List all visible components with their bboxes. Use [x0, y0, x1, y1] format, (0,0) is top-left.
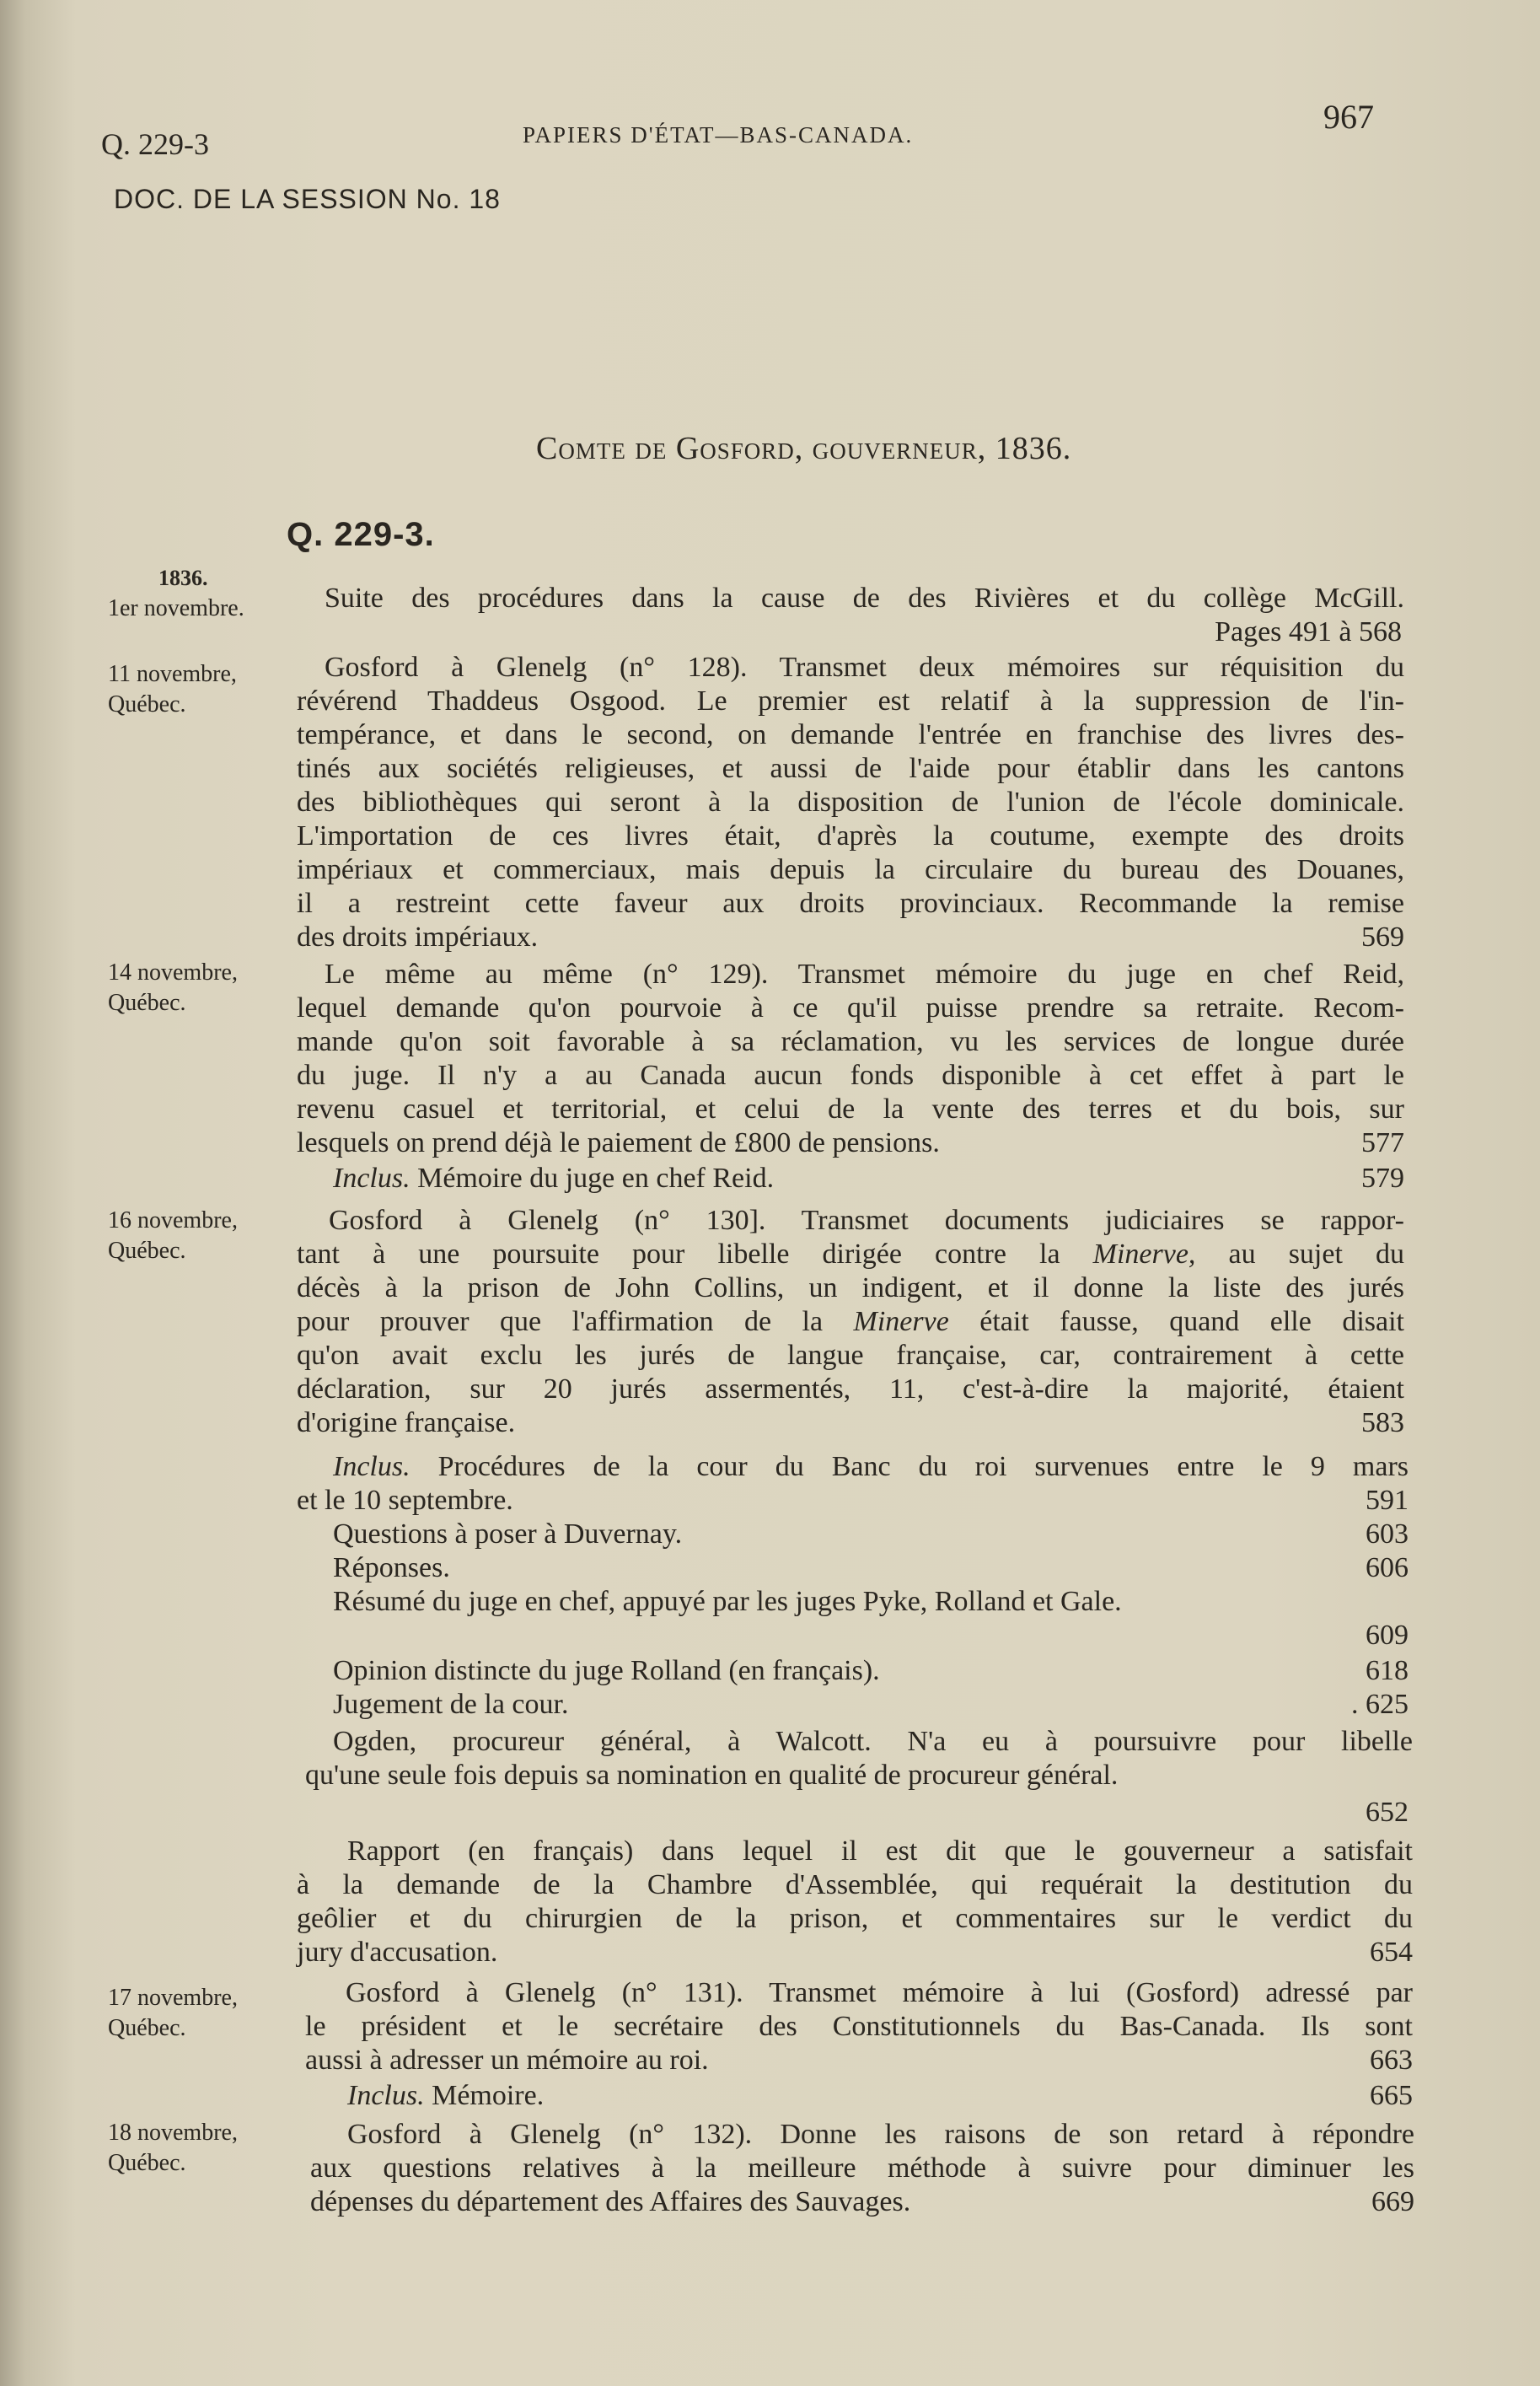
section-title: Comte de Gosford, gouverneur, 1836.	[536, 431, 1072, 466]
page-ref: 669	[1371, 2186, 1414, 2217]
text-line: décès à la prison de John Collins, un indigent, et il donne la liste des jurés	[297, 1272, 1404, 1303]
page-ref: 577	[1361, 1127, 1404, 1158]
page-ref: 579	[1361, 1163, 1404, 1194]
page-ref: 618	[1366, 1655, 1409, 1686]
text-line: Suite des procédures dans la cause de des Rivières et du collège McGill.	[325, 583, 1404, 614]
text-line: geôlier et du chirurgien de la prison, et commentaires sur le verdict du	[297, 1903, 1413, 1934]
margin-place: Québec.	[108, 990, 186, 1016]
text-line: Gosford à Glenelg (n° 131). Transmet mémoire à lui (Gosford) adressé par	[346, 1977, 1413, 2008]
margin-date	[108, 1206, 238, 1266]
margin-date	[108, 1983, 238, 2044]
page-ref: 609	[1366, 1620, 1409, 1651]
margin-year: 1836.	[158, 566, 208, 590]
text-line: revenu casuel et territorial, et celui de la vente des terres et du bois, sur	[297, 1094, 1404, 1125]
page-ref: 652	[1366, 1797, 1409, 1828]
text-line: Questions à poser à Duvernay. 603	[333, 1518, 1409, 1550]
text-line: des bibliothèques qui seront à la disposition de l'union de l'école dominicale.	[297, 787, 1404, 818]
text-line: tinés aux sociétés religieuses, et aussi de l'aide pour établir dans les cantons	[297, 753, 1404, 784]
text-line: Jugement de la cour. . 625	[333, 1689, 1409, 1720]
inclus-label: Inclus.	[347, 2080, 425, 2111]
margin-day: 1er novembre.	[108, 595, 244, 621]
text-line: lesquels on prend déjà le paiement de £800 de pensions. 577	[297, 1127, 1404, 1158]
margin-date	[108, 659, 237, 720]
margin-place: Québec.	[108, 691, 186, 717]
page-ref: 663	[1370, 2045, 1413, 2076]
page-ref: . 625	[1351, 1689, 1409, 1720]
margin-place: Québec.	[108, 2015, 186, 2041]
text-line: déclaration, sur 20 jurés assermentés, 11, c'est-à-dire la majorité, étaient	[297, 1373, 1404, 1405]
margin-date	[108, 2118, 238, 2179]
text-line: lequel demande qu'on pourvoie à ce qu'il puisse prendre sa retraite. Recom-	[297, 992, 1404, 1024]
page-ref: 665	[1370, 2080, 1413, 2111]
text-line: Gosford à Glenelg (n° 130]. Transmet documents judiciaires se rappor-	[329, 1205, 1404, 1236]
text-line: Ogden, procureur général, à Walcott. N'a eu à poursuivre pour libelle	[333, 1726, 1413, 1757]
header-volume: Q. 229-3	[101, 127, 209, 161]
text-line: dépenses du département des Affaires des Sauvages. 669	[310, 2186, 1414, 2217]
text-line: Inclus. Procédures de la cour du Banc du roi survenues entre le 9 mars	[333, 1451, 1409, 1482]
text-line: Inclus. Mémoire. 665	[347, 2080, 1413, 2111]
page-ref: 606	[1366, 1552, 1409, 1583]
inclus-label: Inclus.	[333, 1163, 410, 1194]
header-title: PAPIERS D'ÉTAT—BAS-CANADA.	[523, 122, 914, 148]
text-line: Pages 491 à 568	[1215, 616, 1402, 648]
margin-date	[108, 958, 238, 1018]
text-line: du juge. Il n'y a au Canada aucun fonds disponible à cet effet à part le	[297, 1060, 1404, 1091]
text-line: tempérance, et dans le second, on demande l'entrée en franchise des livres des-	[297, 719, 1404, 750]
margin-place: Québec.	[108, 2150, 186, 2176]
text-line: aux questions relatives à la meilleure méthode à suivre pour diminuer les	[310, 2152, 1414, 2184]
text-line: à la demande de la Chambre d'Assemblée, qui requérait la destitution du	[297, 1869, 1413, 1900]
page-ref: 569	[1361, 922, 1404, 953]
margin-day: 16 novembre,	[108, 1207, 238, 1233]
header-page-number: 967	[1323, 98, 1374, 136]
text-line: jury d'accusation. 654	[297, 1937, 1413, 1968]
inclus-label: Inclus.	[333, 1451, 410, 1482]
text-line: et le 10 septembre. 591	[297, 1485, 1409, 1516]
text-line: d'origine française. 583	[297, 1407, 1404, 1438]
text-line: le président et le secrétaire des Constitutionnels du Bas-Canada. Ils sont	[305, 2011, 1413, 2042]
page-ref: 591	[1366, 1485, 1409, 1516]
text-line: des droits impériaux. 569	[297, 922, 1404, 953]
text-line: L'importation de ces livres était, d'après la coutume, exempte des droits	[297, 820, 1404, 852]
text-line: tant à une poursuite pour libelle dirigée contre la Minerve, au sujet du	[297, 1239, 1405, 1270]
text-line: il a restreint cette faveur aux droits provinciaux. Recommande la remise	[297, 888, 1404, 919]
text-line: Résumé du juge en chef, appuyé par les juges Pyke, Rolland et Gale.	[333, 1586, 1122, 1617]
page-ref: 583	[1361, 1407, 1404, 1438]
text-line: qu'on avait exclu les jurés de langue française, car, contrairement à cette	[297, 1340, 1404, 1371]
page-ref: 603	[1366, 1518, 1409, 1550]
text-line: mande qu'on soit favorable à sa réclamation, vu les services de longue durée	[297, 1026, 1404, 1057]
text-line: aussi à adresser un mémoire au roi. 663	[305, 2045, 1413, 2076]
volume-heading: Q. 229-3.	[287, 516, 435, 553]
text-line: Opinion distincte du juge Rolland (en français). 618	[333, 1655, 1409, 1686]
text-line: impériaux et commerciaux, mais depuis la circulaire du bureau des Douanes,	[297, 854, 1404, 885]
text-line: Inclus. Mémoire du juge en chef Reid. 579	[333, 1163, 1404, 1194]
text-line: pour prouver que l'affirmation de la Minerve était fausse, quand elle disait	[297, 1306, 1404, 1337]
margin-date	[108, 563, 244, 624]
margin-day: 11 novembre,	[108, 661, 237, 687]
text-line: révérend Thaddeus Osgood. Le premier est relatif à la suppression de l'in-	[297, 685, 1404, 717]
margin-day: 18 novembre,	[108, 2120, 238, 2146]
text-line: Rapport (en français) dans lequel il est dit que le gouverneur a satisfait	[347, 1835, 1413, 1867]
doc-session-label: DOC. DE LA SESSION No. 18	[114, 184, 501, 214]
margin-day: 14 novembre,	[108, 959, 238, 986]
text-line: Réponses. 606	[333, 1552, 1409, 1583]
page-ref: 654	[1370, 1937, 1413, 1968]
text-line: Gosford à Glenelg (n° 128). Transmet deux mémoires sur réquisition du	[325, 652, 1404, 683]
text-line: Le même au même (n° 129). Transmet mémoire du juge en chef Reid,	[325, 959, 1404, 990]
margin-place: Québec.	[108, 1238, 186, 1264]
text-line: Gosford à Glenelg (n° 132). Donne les raisons de son retard à répondre	[347, 2119, 1414, 2150]
margin-day: 17 novembre,	[108, 1985, 238, 2011]
text-line: qu'une seule fois depuis sa nomination en qualité de procureur général.	[305, 1760, 1119, 1791]
